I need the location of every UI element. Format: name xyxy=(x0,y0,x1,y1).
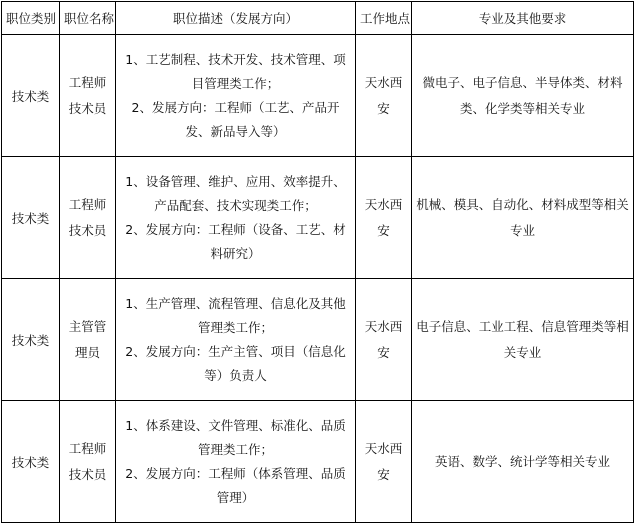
cell-category: 技术类 xyxy=(2,279,60,401)
cell-requirements: 英语、数学、统计学等相关专业 xyxy=(412,401,634,523)
cell-position-name: 工程师技术员 xyxy=(60,401,116,523)
cell-description xyxy=(116,401,356,523)
cell-position-name: 主管管理员 xyxy=(60,279,116,401)
cell-description xyxy=(116,35,356,157)
cell-requirements: 电子信息、工业工程、信息管理类等相关专业 xyxy=(412,279,634,401)
description-career-path: 2、发展方向：工程师（设备、工艺、材料研究） xyxy=(125,221,346,261)
description-career-path: 2、发展方向：生产主管、项目（信息化等）负责人 xyxy=(125,343,346,383)
description-career-path: 2、发展方向：工程师（体系管理、品质管理） xyxy=(125,465,346,505)
table-row xyxy=(2,279,634,401)
header-location: 工作地点 xyxy=(356,2,412,35)
cell-requirements: 微电子、电子信息、半导体类、材料类、化学类等相关专业 xyxy=(412,35,634,157)
cell-location: 天水西安 xyxy=(356,279,412,401)
cell-description xyxy=(116,279,356,401)
table-header-row xyxy=(2,2,634,35)
header-category: 职位类别 xyxy=(2,2,60,35)
cell-category: 技术类 xyxy=(2,35,60,157)
cell-location: 天水西安 xyxy=(356,401,412,523)
cell-location: 天水西安 xyxy=(356,157,412,279)
cell-position-name: 工程师技术员 xyxy=(60,157,116,279)
cell-description xyxy=(116,157,356,279)
table-row xyxy=(2,401,634,523)
header-position-name: 职位名称 xyxy=(60,2,116,35)
cell-position-name: 工程师技术员 xyxy=(60,35,116,157)
description-career-path: 2、发展方向：工程师（工艺、产品开发、新品导入等） xyxy=(131,99,340,139)
description-duties: 1、生产管理、流程管理、信息化及其他管理类工作； xyxy=(125,295,346,335)
header-description: 职位描述（发展方向） xyxy=(116,2,356,35)
job-positions-table xyxy=(1,1,634,523)
cell-location: 天水西安 xyxy=(356,35,412,157)
cell-category: 技术类 xyxy=(2,157,60,279)
description-duties: 1、体系建设、文件管理、标准化、品质管理类工作； xyxy=(125,417,346,457)
header-requirements: 专业及其他要求 xyxy=(412,2,634,35)
cell-requirements: 机械、模具、自动化、材料成型等相关专业 xyxy=(412,157,634,279)
description-duties: 1、设备管理、维护、应用、效率提升、产品配套、技术实现类工作； xyxy=(125,173,346,213)
table-row xyxy=(2,35,634,157)
table-row xyxy=(2,157,634,279)
cell-category: 技术类 xyxy=(2,401,60,523)
description-duties: 1、工艺制程、技术开发、技术管理、项目管理类工作； xyxy=(125,51,346,91)
